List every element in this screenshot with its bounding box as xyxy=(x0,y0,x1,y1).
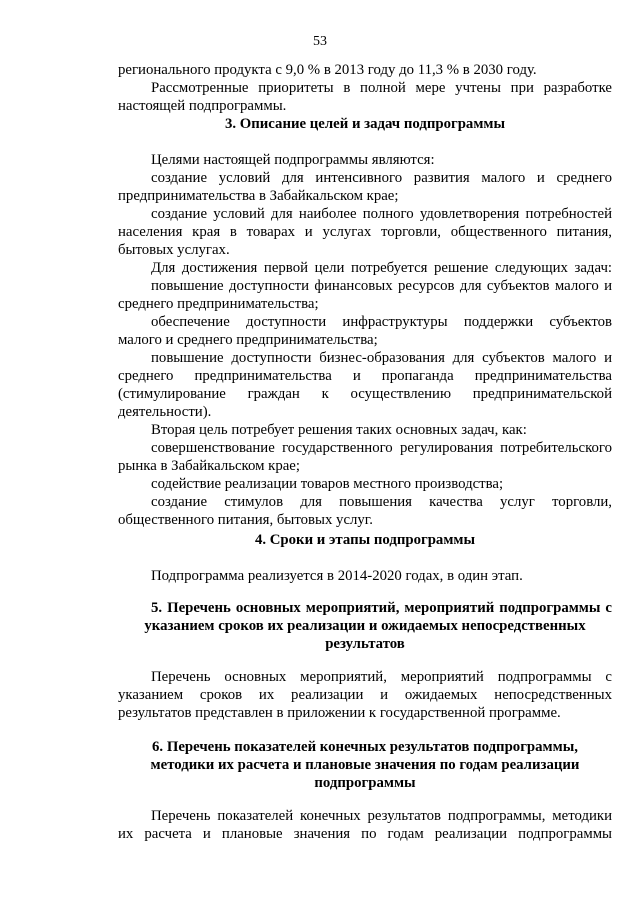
text-line: Перечень основных мероприятий, мероприятий подпрограммы с xyxy=(151,669,612,685)
section-3-heading: 3. Описание целей и задач подпрограммы xyxy=(224,116,506,132)
text-line: их расчета и плановые значения по годам реализации подпрограммы xyxy=(118,826,612,842)
text-line: повышение доступности финансовых ресурсов для субъектов малого и xyxy=(151,278,612,294)
section-5-heading xyxy=(118,599,612,653)
text-line: создание стимулов для повышения качества услуг торговли, xyxy=(151,494,612,510)
heading-line: подпрограммы xyxy=(314,775,416,791)
section-6-heading xyxy=(118,738,612,792)
text-line: повышение доступности бизнес-образования для субъектов малого и xyxy=(151,350,612,366)
heading-line: 6. Перечень показателей конечных результатов подпрограммы, xyxy=(152,739,578,755)
text-line: рынка в Забайкальском крае; xyxy=(118,458,300,474)
text-line: указанием сроков их реализации и ожидаемых непосредственных xyxy=(118,687,612,703)
text-line: бытовых услугах. xyxy=(118,242,230,258)
text-line: среднего предпринимательства; xyxy=(118,296,319,312)
section-5-body xyxy=(118,668,612,722)
text-line: малого и среднего предпринимательства; xyxy=(118,332,378,348)
section-4-heading: 4. Сроки и этапы подпрограммы xyxy=(254,532,476,548)
text-line: создание условий для интенсивного развития малого и среднего xyxy=(151,170,612,186)
text-line: Вторая цель потребует решения таких основных задач, как: xyxy=(151,422,527,438)
text-line: результатов представлен в приложении к государственной программе. xyxy=(118,705,561,721)
text-line: Для достижения первой цели потребуется решение следующих задач: xyxy=(151,260,612,276)
heading-line: указанием сроков их реализации и ожидаемых непосредственных xyxy=(144,618,586,634)
text-line: совершенствование государственного регулирования потребительского xyxy=(151,440,612,456)
text-line: предпринимательства в Забайкальском крае; xyxy=(118,188,399,204)
section-3-body xyxy=(118,151,612,529)
heading-line: результатов xyxy=(325,636,405,652)
text-line: обеспечение доступности инфраструктуры поддержки субъектов xyxy=(151,314,612,330)
section-4-body xyxy=(118,567,612,585)
intro-paragraph xyxy=(118,61,612,115)
text-line: Рассмотренные приоритеты в полной мере учтены при разработке xyxy=(151,80,612,96)
text-line: регионального продукта с 9,0 % в 2013 году до 11,3 % в 2030 году. xyxy=(118,62,537,78)
text-line: населения края в товарах и услугах торговли, общественного питания, xyxy=(118,224,612,240)
text-line: Целями настоящей подпрограммы являются: xyxy=(151,152,435,168)
text-line: деятельности). xyxy=(118,404,212,420)
text-line: Подпрограмма реализуется в 2014-2020 годах, в один этап. xyxy=(151,568,523,584)
text-line: Перечень показателей конечных результатов подпрограммы, методики xyxy=(151,808,612,824)
heading-line: 5. Перечень основных мероприятий, мероприятий подпрограммы с xyxy=(151,600,612,616)
text-line: общественного питания, бытовых услуг. xyxy=(118,512,373,528)
heading-line: методики их расчета и плановые значения по годам реализации xyxy=(150,757,580,773)
text-line: создание условий для наиболее полного удовлетворения потребностей xyxy=(151,206,612,222)
section-6-body xyxy=(118,807,612,843)
page-number: 53 xyxy=(313,34,327,49)
text-line: содействие реализации товаров местного производства; xyxy=(151,476,504,492)
text-line: среднего предпринимательства и пропаганда предпринимательства xyxy=(118,368,612,384)
text-line: (стимулирование граждан к осуществлению предпринимательской xyxy=(118,386,612,402)
text-line: настоящей подпрограммы. xyxy=(118,98,287,114)
